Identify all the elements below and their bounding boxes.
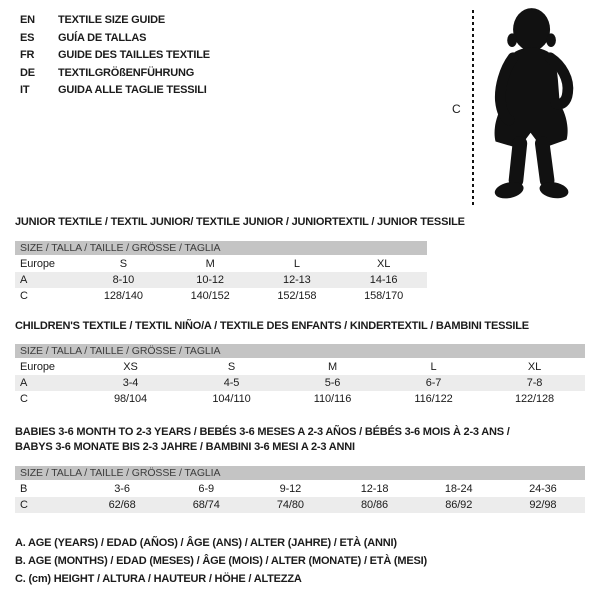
language-title: TEXTILGRÖßENFÜHRUNG [58,66,195,79]
table-row [15,375,585,391]
value-cell: 9-12 [279,483,302,495]
size-header-bar: SIZE / TALLA / TAILLE / GRÖSSE / TAGLIA [15,466,585,480]
value-cell: 140/152 [190,290,230,302]
section-title-babies-line1: BABIES 3-6 MONTH TO 2-3 YEARS / BEBÉS 3-6 MESES A 2-3 AÑOS / BÉBÉS 3-6 MOIS À 2-3 ANS / [15,426,510,438]
value-cell: 110/116 [313,393,352,405]
table-row [15,272,427,288]
table-row [15,359,585,375]
language-list [20,12,210,100]
junior-size-table [15,256,427,304]
value-cell: 104/110 [212,393,251,405]
language-code: EN [20,14,35,26]
value-cell: XL [376,258,391,270]
babies-size-table [15,481,585,513]
junior-table-block [15,241,427,304]
value-cell: 98/104 [113,393,148,405]
section-title-children: CHILDREN'S TEXTILE / TEXTIL NIÑO/A / TEXTILE DES ENFANTS / KINDERTEXTIL / BAMBINI TESSILE [15,320,529,332]
section-title-babies [15,425,510,455]
language-row [20,30,210,48]
language-title: GUÍA DE TALLAS [58,31,147,44]
value-cell: 116/122 [414,393,453,405]
section-title-junior: JUNIOR TEXTILE / TEXTIL JUNIOR/ TEXTILE JUNIOR / JUNIORTEXTIL / JUNIOR TESSILE [15,216,465,228]
section-title-babies-line2: BABYS 3-6 MONATE BIS 2-3 JAHRE / BAMBINI 3-6 MESI A 2-3 ANNI [15,441,355,453]
children-size-table [15,359,585,407]
value-cell: 4-5 [223,377,240,389]
height-measure-label: C [452,102,461,116]
size-header-bar: SIZE / TALLA / TAILLE / GRÖSSE / TAGLIA [15,344,585,358]
language-title: GUIDA ALLE TAGLIE TESSILI [58,84,207,96]
table-row [15,391,585,407]
value-cell: XL [527,361,542,373]
baby-silhouette-icon [478,5,590,205]
value-cell: 122/128 [514,393,555,405]
value-cell: 5-6 [324,377,341,389]
language-code: DE [20,66,35,79]
babies-table-block [15,466,585,513]
value-cell: 80/86 [361,499,389,511]
value-cell: 3-6 [114,483,130,495]
value-cell: 74/80 [276,499,304,511]
value-cell: 86/92 [445,499,473,511]
value-cell: L [293,258,300,270]
language-code: ES [20,31,35,44]
table-row [15,256,427,272]
value-cell: 12-13 [283,274,311,286]
value-cell: XS [123,361,138,373]
value-cell: 18-24 [444,483,473,495]
language-code: IT [20,84,30,96]
table-row [15,481,585,497]
footnote-line: A. AGE (YEARS) / EDAD (AÑOS) / ÂGE (ANS) / ALTER (JAHRE) / ETÀ (ANNI) [15,537,397,549]
language-title: TEXTILE SIZE GUIDE [58,14,166,26]
value-cell: 92/98 [529,499,557,511]
value-cell: 7-8 [526,377,543,389]
row-label-cell: Europe [20,361,55,373]
value-cell: S [227,361,236,373]
language-row [20,12,210,30]
value-cell: 6-7 [425,377,442,389]
row-label-cell: Europe [20,258,55,270]
row-label-cell: A [20,377,28,389]
value-cell: 8-10 [112,274,135,286]
language-row [20,82,210,100]
value-cell: 152/158 [277,290,317,302]
value-cell: 6-9 [198,483,215,495]
value-cell: 14-16 [369,274,398,286]
size-header-bar: SIZE / TALLA / TAILLE / GRÖSSE / TAGLIA [15,241,427,255]
row-label-cell: C [20,393,28,405]
value-cell: 68/74 [192,499,220,511]
table-row [15,288,427,304]
row-label-cell: C [20,499,28,511]
language-title: GUIDE DES TAILLES TEXTILE [58,49,210,61]
row-label-cell: C [20,290,28,302]
value-cell: M [327,361,338,373]
language-row [20,47,210,65]
value-cell: 12-18 [360,483,389,495]
language-row [20,65,210,83]
value-cell: L [430,361,437,373]
value-cell: 10-12 [196,274,224,286]
table-row [15,497,585,513]
footnotes [15,534,427,588]
value-cell: M [205,258,215,270]
footnote-line: C. (cm) HEIGHT / ALTURA / HAUTEUR / HÖHE / ALTEZZA [15,573,302,585]
value-cell: 158/170 [364,290,404,302]
value-cell: S [119,258,127,270]
row-label-cell: B [20,483,28,495]
value-cell: 24-36 [529,483,557,495]
row-label-cell: A [20,274,28,286]
footnote-line: B. AGE (MONTHS) / EDAD (MESES) / ÂGE (MOIS) / ALTER (MONATE) / ETÀ (MESI) [15,555,427,567]
value-cell: 3-4 [122,377,139,389]
language-code: FR [20,49,35,61]
value-cell: 62/68 [108,499,136,511]
children-table-block [15,344,585,407]
height-dashed-line [472,10,474,206]
value-cell: 128/140 [103,290,143,302]
